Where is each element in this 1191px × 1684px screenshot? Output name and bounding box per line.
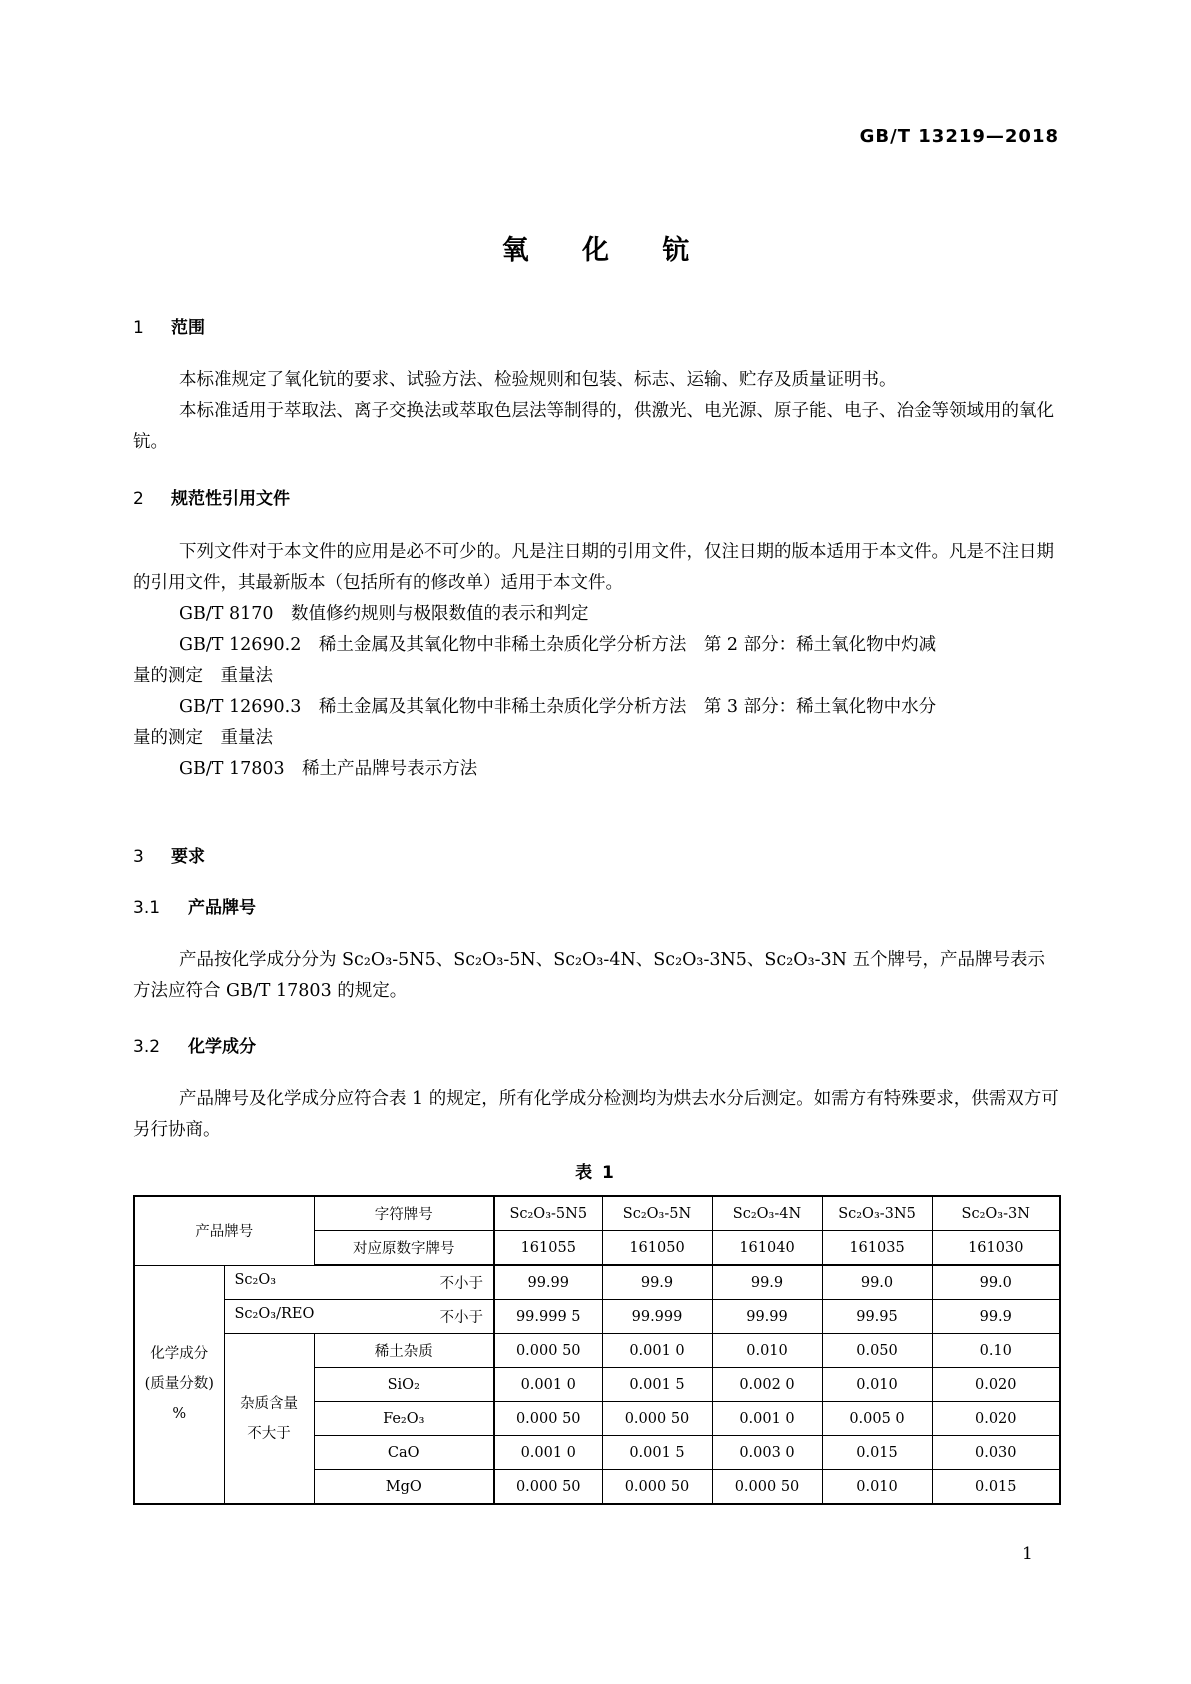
numeric-code-cell: 161050 xyxy=(602,1231,712,1266)
paragraph: 本标准规定了氧化钪的要求、试验方法、检验规则和包装、标志、运输、贮存及质量证明书。 xyxy=(179,370,897,390)
section-title: 化学成分 xyxy=(188,1037,256,1057)
impurity-name-cell: Fe₂O₃ xyxy=(314,1402,494,1436)
grade-cell: Sc₂O₃-4N xyxy=(712,1196,822,1231)
grade-cell: Sc₂O₃-3N5 xyxy=(822,1196,932,1231)
value-cell: 0.001 0 xyxy=(494,1368,602,1402)
symbol-grade-header: 字符牌号 xyxy=(314,1196,494,1231)
chemical-composition-table xyxy=(133,1195,1061,1505)
value-cell: 0.003 0 xyxy=(712,1436,822,1470)
value-cell: 0.001 0 xyxy=(494,1436,602,1470)
section-3-2-heading xyxy=(133,1032,256,1057)
value-cell: 0.000 50 xyxy=(494,1470,602,1505)
value-cell: 99.9 xyxy=(712,1265,822,1300)
reference-item: GB/T 8170 数值修约规则与极限数值的表示和判定 xyxy=(179,604,589,624)
numeric-grade-header: 对应原数字牌号 xyxy=(314,1231,494,1266)
section-number: 3 xyxy=(133,847,144,867)
value-cell: 99.9 xyxy=(932,1300,1060,1334)
table-row xyxy=(134,1334,1060,1368)
section-number: 3.1 xyxy=(133,898,161,918)
value-cell: 0.010 xyxy=(822,1368,932,1402)
numeric-code-cell: 161055 xyxy=(494,1231,602,1266)
value-cell: 99.999 xyxy=(602,1300,712,1334)
value-cell: 0.001 0 xyxy=(712,1402,822,1436)
impurity-name-cell: 稀土杂质 xyxy=(314,1334,494,1368)
section-1-heading xyxy=(133,313,205,338)
paragraph: 本标准适用于萃取法、离子交换法或萃取色层法等制得的，供激光、电光源、原子能、电子、冶金等领域用的氧化钪。 xyxy=(133,401,1054,452)
section-number: 1 xyxy=(133,318,144,338)
value-cell: 99.0 xyxy=(932,1265,1060,1300)
value-cell: 0.005 0 xyxy=(822,1402,932,1436)
value-cell: 0.010 xyxy=(822,1470,932,1505)
impurity-name-cell: CaO xyxy=(314,1436,494,1470)
section-title: 规范性引用文件 xyxy=(171,489,290,509)
page-number: 1 xyxy=(1022,1544,1033,1564)
value-cell: 0.015 xyxy=(822,1436,932,1470)
table-row xyxy=(134,1196,1060,1231)
grade-cell: Sc₂O₃-5N xyxy=(602,1196,712,1231)
chemical-composition-label: 化学成分 (质量分数) % xyxy=(134,1265,224,1504)
reference-item-continued: 量的测定 重量法 xyxy=(133,666,273,686)
value-cell: 99.95 xyxy=(822,1300,932,1334)
value-cell: 0.000 50 xyxy=(602,1402,712,1436)
value-cell: 0.020 xyxy=(932,1402,1060,1436)
section-number: 2 xyxy=(133,489,144,509)
grade-cell: Sc₂O₃-3N xyxy=(932,1196,1060,1231)
reference-item-continued: 量的测定 重量法 xyxy=(133,728,273,748)
impurity-content-label: 杂质含量 不大于 xyxy=(224,1334,314,1505)
value-cell: 0.010 xyxy=(712,1334,822,1368)
value-cell: 0.002 0 xyxy=(712,1368,822,1402)
value-cell: 99.99 xyxy=(494,1265,602,1300)
table-caption: 表 1 xyxy=(575,1163,616,1183)
reference-item: GB/T 17803 稀土产品牌号表示方法 xyxy=(179,759,478,779)
section-3-heading xyxy=(133,842,205,867)
value-cell: 0.001 5 xyxy=(602,1436,712,1470)
standard-number: GB/T 13219—2018 xyxy=(859,126,1059,147)
value-cell: 99.9 xyxy=(602,1265,712,1300)
paragraph: 产品牌号及化学成分应符合表 1 的规定，所有化学成分检测均为烘去水分后测定。如需方有特殊要求，供需双方可另行协商。 xyxy=(133,1089,1059,1140)
table-row xyxy=(134,1300,1060,1334)
paragraph: 产品按化学成分分为 Sc₂O₃-5N5、Sc₂O₃-5N、Sc₂O₃-4N、Sc₂O₃-3N5、Sc₂O₃-3N 五个牌号，产品牌号表示方法应符合 GB/T 17803 的规定。 xyxy=(133,950,1046,1001)
value-cell: 0.050 xyxy=(822,1334,932,1368)
product-grade-header: 产品牌号 xyxy=(134,1196,314,1265)
value-cell: 99.999 5 xyxy=(494,1300,602,1334)
value-cell: 0.000 50 xyxy=(602,1470,712,1505)
section-2-heading xyxy=(133,484,290,509)
numeric-code-cell: 161030 xyxy=(932,1231,1060,1266)
value-cell: 99.0 xyxy=(822,1265,932,1300)
grade-cell: Sc₂O₃-5N5 xyxy=(494,1196,602,1231)
numeric-code-cell: 161040 xyxy=(712,1231,822,1266)
numeric-code-cell: 161035 xyxy=(822,1231,932,1266)
reference-item: GB/T 12690.3 稀土金属及其氧化物中非稀土杂质化学分析方法 第 3 部分：稀土氧化物中水分 xyxy=(179,697,937,717)
reference-item: GB/T 12690.2 稀土金属及其氧化物中非稀土杂质化学分析方法 第 2 部分：稀土氧化物中灼减 xyxy=(179,635,937,655)
value-cell: 0.001 5 xyxy=(602,1368,712,1402)
section-number: 3.2 xyxy=(133,1037,161,1057)
value-cell: 0.000 50 xyxy=(494,1334,602,1368)
value-cell: 0.10 xyxy=(932,1334,1060,1368)
value-cell: 0.000 50 xyxy=(494,1402,602,1436)
document-title: 氧 化 钪 xyxy=(501,235,712,266)
component-cell: Sc₂O₃ 不小于 xyxy=(224,1265,494,1300)
value-cell: 0.020 xyxy=(932,1368,1060,1402)
impurity-name-cell: MgO xyxy=(314,1470,494,1505)
section-title: 范围 xyxy=(171,318,205,338)
value-cell: 0.015 xyxy=(932,1470,1060,1505)
section-title: 产品牌号 xyxy=(188,898,256,918)
table-row xyxy=(134,1265,1060,1300)
value-cell: 0.000 50 xyxy=(712,1470,822,1505)
section-3-1-heading xyxy=(133,893,256,918)
value-cell: 99.99 xyxy=(712,1300,822,1334)
component-cell: Sc₂O₃/REO 不小于 xyxy=(224,1300,494,1334)
impurity-name-cell: SiO₂ xyxy=(314,1368,494,1402)
value-cell: 0.030 xyxy=(932,1436,1060,1470)
value-cell: 0.001 0 xyxy=(602,1334,712,1368)
paragraph: 下列文件对于本文件的应用是必不可少的。凡是注日期的引用文件，仅注日期的版本适用于本文件。凡是不注日期的引用文件，其最新版本（包括所有的修改单）适用于本文件。 xyxy=(133,542,1054,593)
section-title: 要求 xyxy=(171,847,205,867)
